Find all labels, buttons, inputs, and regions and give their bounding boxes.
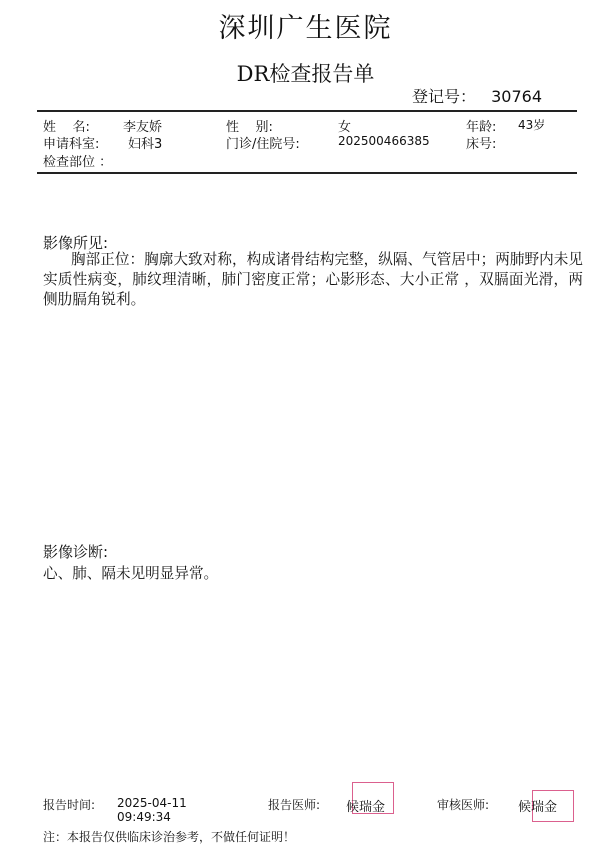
department-value: 妇科3 xyxy=(128,137,163,152)
gender-value: 女 xyxy=(338,120,352,135)
name-label: 姓 名: xyxy=(43,120,90,135)
report-time: 09:49:34 xyxy=(117,810,171,824)
hospital-name: 深圳广生医院 xyxy=(218,13,393,44)
findings-text-content: 胸部正位：胸廓大致对称，构成诸骨结构完整，纵隔、气管居中；两肺野内未见实质性病变，肺纹理清晰，肺门密度正常；心影形态、大小正常 ，双膈面光滑，两侧肋膈角锐利。 xyxy=(43,251,583,308)
exam-part-label: 检查部位 ： xyxy=(43,155,113,170)
department-label: 申请科室: xyxy=(43,137,100,152)
patient-id-label: 门诊/住院号: xyxy=(226,137,300,152)
patient-id-value: 202500466385 xyxy=(338,134,430,148)
info-divider xyxy=(37,172,577,174)
reviewing-doctor-label: 审核医师: xyxy=(437,798,490,812)
reporting-doctor-name: 候瑞金 xyxy=(346,800,386,815)
name-value: 李友娇 xyxy=(123,120,163,135)
age-label: 年龄: xyxy=(466,120,497,135)
registration-number: 30764 xyxy=(491,87,543,106)
top-divider xyxy=(37,110,577,112)
reviewing-doctor-name: 候瑞金 xyxy=(518,800,558,815)
report-date: 2025-04-11 xyxy=(117,796,187,810)
reporting-doctor-label: 报告医师: xyxy=(268,798,321,812)
findings-title: 影像所见: xyxy=(43,234,109,252)
registration-label: 登记号： xyxy=(412,87,477,106)
age-value: 43岁 xyxy=(518,118,546,132)
bed-label: 床号: xyxy=(466,137,497,152)
gender-label: 性 别: xyxy=(226,120,273,135)
diagnosis-title: 影像诊断: xyxy=(43,543,109,561)
diagnosis-text: 心、肺、隔未见明显异常。 xyxy=(43,565,219,582)
report-time-label: 报告时间: xyxy=(43,798,96,812)
disclaimer: 注：本报告仅供临床诊治参考，不做任何证明！ xyxy=(43,830,296,844)
report-title: DR检查报告单 xyxy=(236,62,375,86)
registration-row xyxy=(412,84,542,107)
findings-text xyxy=(43,250,583,310)
